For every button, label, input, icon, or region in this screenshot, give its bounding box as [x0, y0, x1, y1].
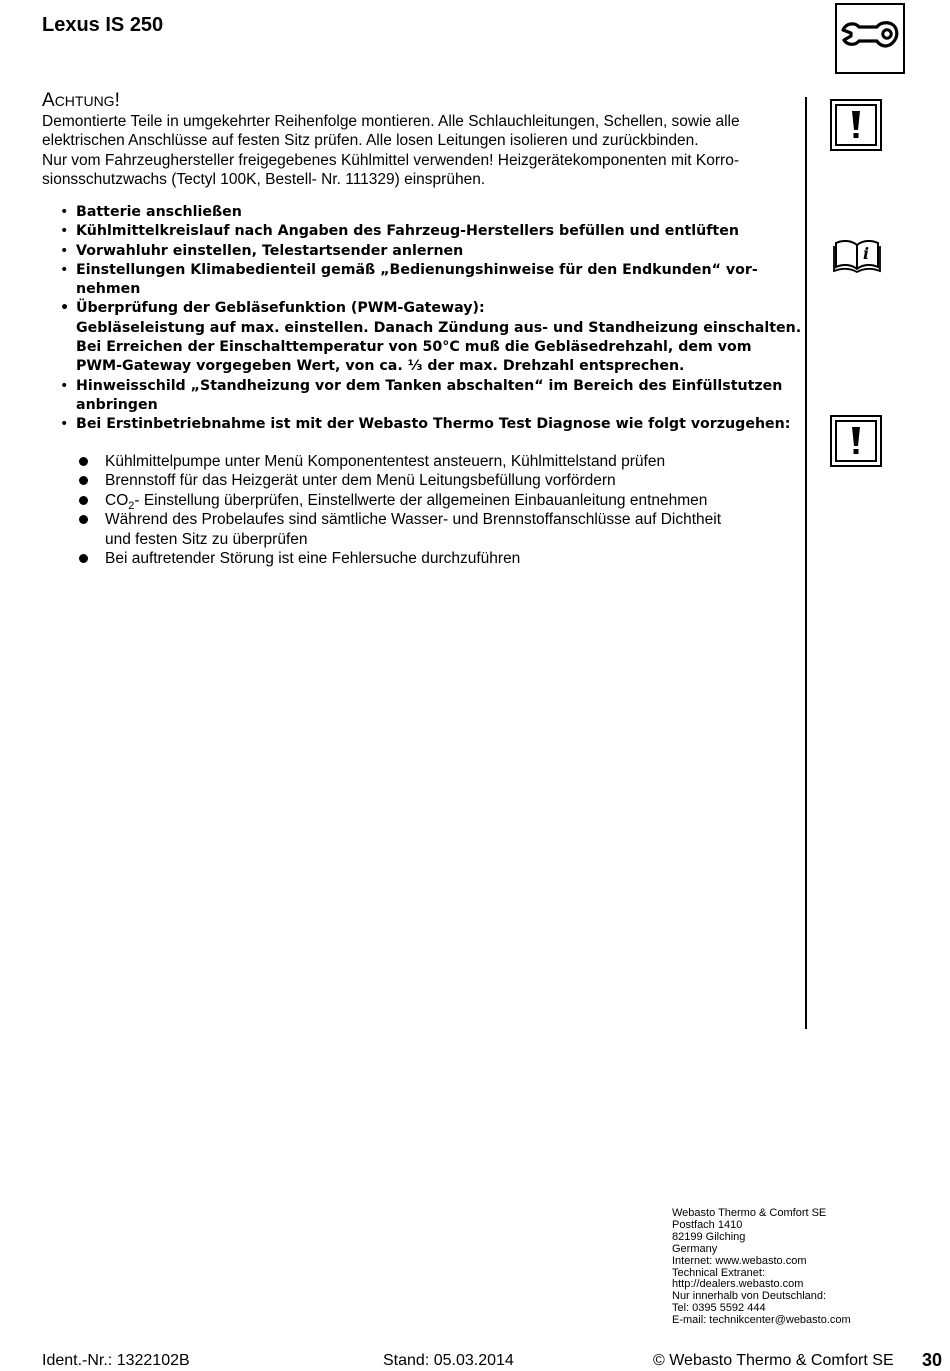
paragraph-line: sionsschutzwachs (Tectyl 100K, Bestell- Nr. 111329) einsprühen. [42, 170, 486, 188]
diagnosis-list [78, 452, 803, 568]
exclamation-warning-icon [830, 415, 882, 467]
warning-paragraph [42, 112, 802, 189]
list-item: • Batterie anschließen [60, 204, 242, 220]
bullet-dot [79, 476, 88, 485]
list-item: Kühlmittelpumpe unter Menü Komponententest ansteuern, Kühlmittelstand prüfen [78, 452, 803, 471]
revision-date: Stand: 05.03.2014 [383, 1352, 514, 1369]
paragraph-line: Nur vom Fahrzeughersteller freigegebenes Kühlmittel verwenden! Heizgerätekomponenten mit Korro- [42, 151, 739, 169]
list-item: Während des Probelaufes sind sämtliche Wasser- und Brennstoffanschlüsse auf Dichtheit und festen Sitz zu überprüfen [78, 510, 803, 549]
book-info-icon [833, 237, 881, 273]
svg-text:i: i [862, 244, 870, 263]
list-item: • Überprüfung der Gebläsefunktion (PWM-Gateway): Gebläseleistung auf max. einstellen. Danach Zündung aus- und Standheizung einschalten. Bei Erreichen der Einschalttemperatur von 50°C muß die Gebläsedrehzahl, dem vom PWM-Gateway vorgegeben Wert, von ca. ⅓ der max. Drehzahl entsprechen. [60, 300, 802, 375]
page-title: Lexus IS 250 [42, 14, 164, 36]
exclamation-warning-icon [830, 99, 882, 151]
bullet-dot [79, 496, 88, 505]
bullet-dot [79, 554, 88, 563]
list-item: • Einstellungen Klimabedienteil gemäß „Bedienungshinweise für den Endkunden“ vor- nehmen [60, 261, 758, 298]
list-item: $CO_2-$ Einstellung überprüfen, Einstellwerte der allgemeinen Einbauanleitung entnehmen [78, 491, 803, 510]
ident-number: Ident.-Nr.: 1322102B [42, 1352, 190, 1369]
list-item: Brennstoff für das Heizgerät unter dem Menü Leitungsbefüllung vorfördern [78, 471, 803, 490]
wrench-icon [835, 3, 905, 74]
warning-heading: ACHTUNG! [42, 90, 120, 111]
list-item: • Vorwahluhr einstellen, Telestartsender anlernen [60, 242, 464, 259]
list-item: • Hinweisschild „Standheizung vor dem Tanken abschalten“ im Bereich des Einfüllstutzen anbringen [60, 377, 783, 413]
bullet-dot [79, 515, 88, 524]
paragraph-line: Demontierte Teile in umgekehrter Reihenfolge montieren. Alle Schlauchleitungen, Schellen, sowie alle [42, 113, 740, 130]
list-item: Bei auftretender Störung ist eine Fehlersuche durchzuführen [78, 549, 803, 568]
steps-list [60, 203, 805, 435]
paragraph-line: elektrischen Anschlüsse auf festen Sitz prüfen. Alle losen Leitungen isolieren und zurückbinden. [42, 132, 699, 150]
list-item: • Kühlmittelkreislauf nach Angaben des Fahrzeug-Herstellers befüllen und entlüften [60, 223, 739, 240]
list-item: • Bei Erstinbetriebnahme ist mit der Webasto Thermo Test Diagnose wie folgt vorzugehen: [60, 416, 791, 433]
page-number: 30 [922, 1350, 943, 1370]
margin-rule [805, 97, 807, 1029]
bullet-dot [79, 457, 88, 466]
copyright: © Webasto Thermo & Comfort SE [653, 1352, 894, 1369]
company-address: Webasto Thermo & Comfort SE Postfach 1410 82199 Gilching Germany Internet: www.webasto.com Technical Extranet: http://dealers.webasto.com Nur innerhalb von Deutschland: Tel: 0395 5592 444 E-mail: technikcenter@webasto.com [672, 1207, 851, 1327]
